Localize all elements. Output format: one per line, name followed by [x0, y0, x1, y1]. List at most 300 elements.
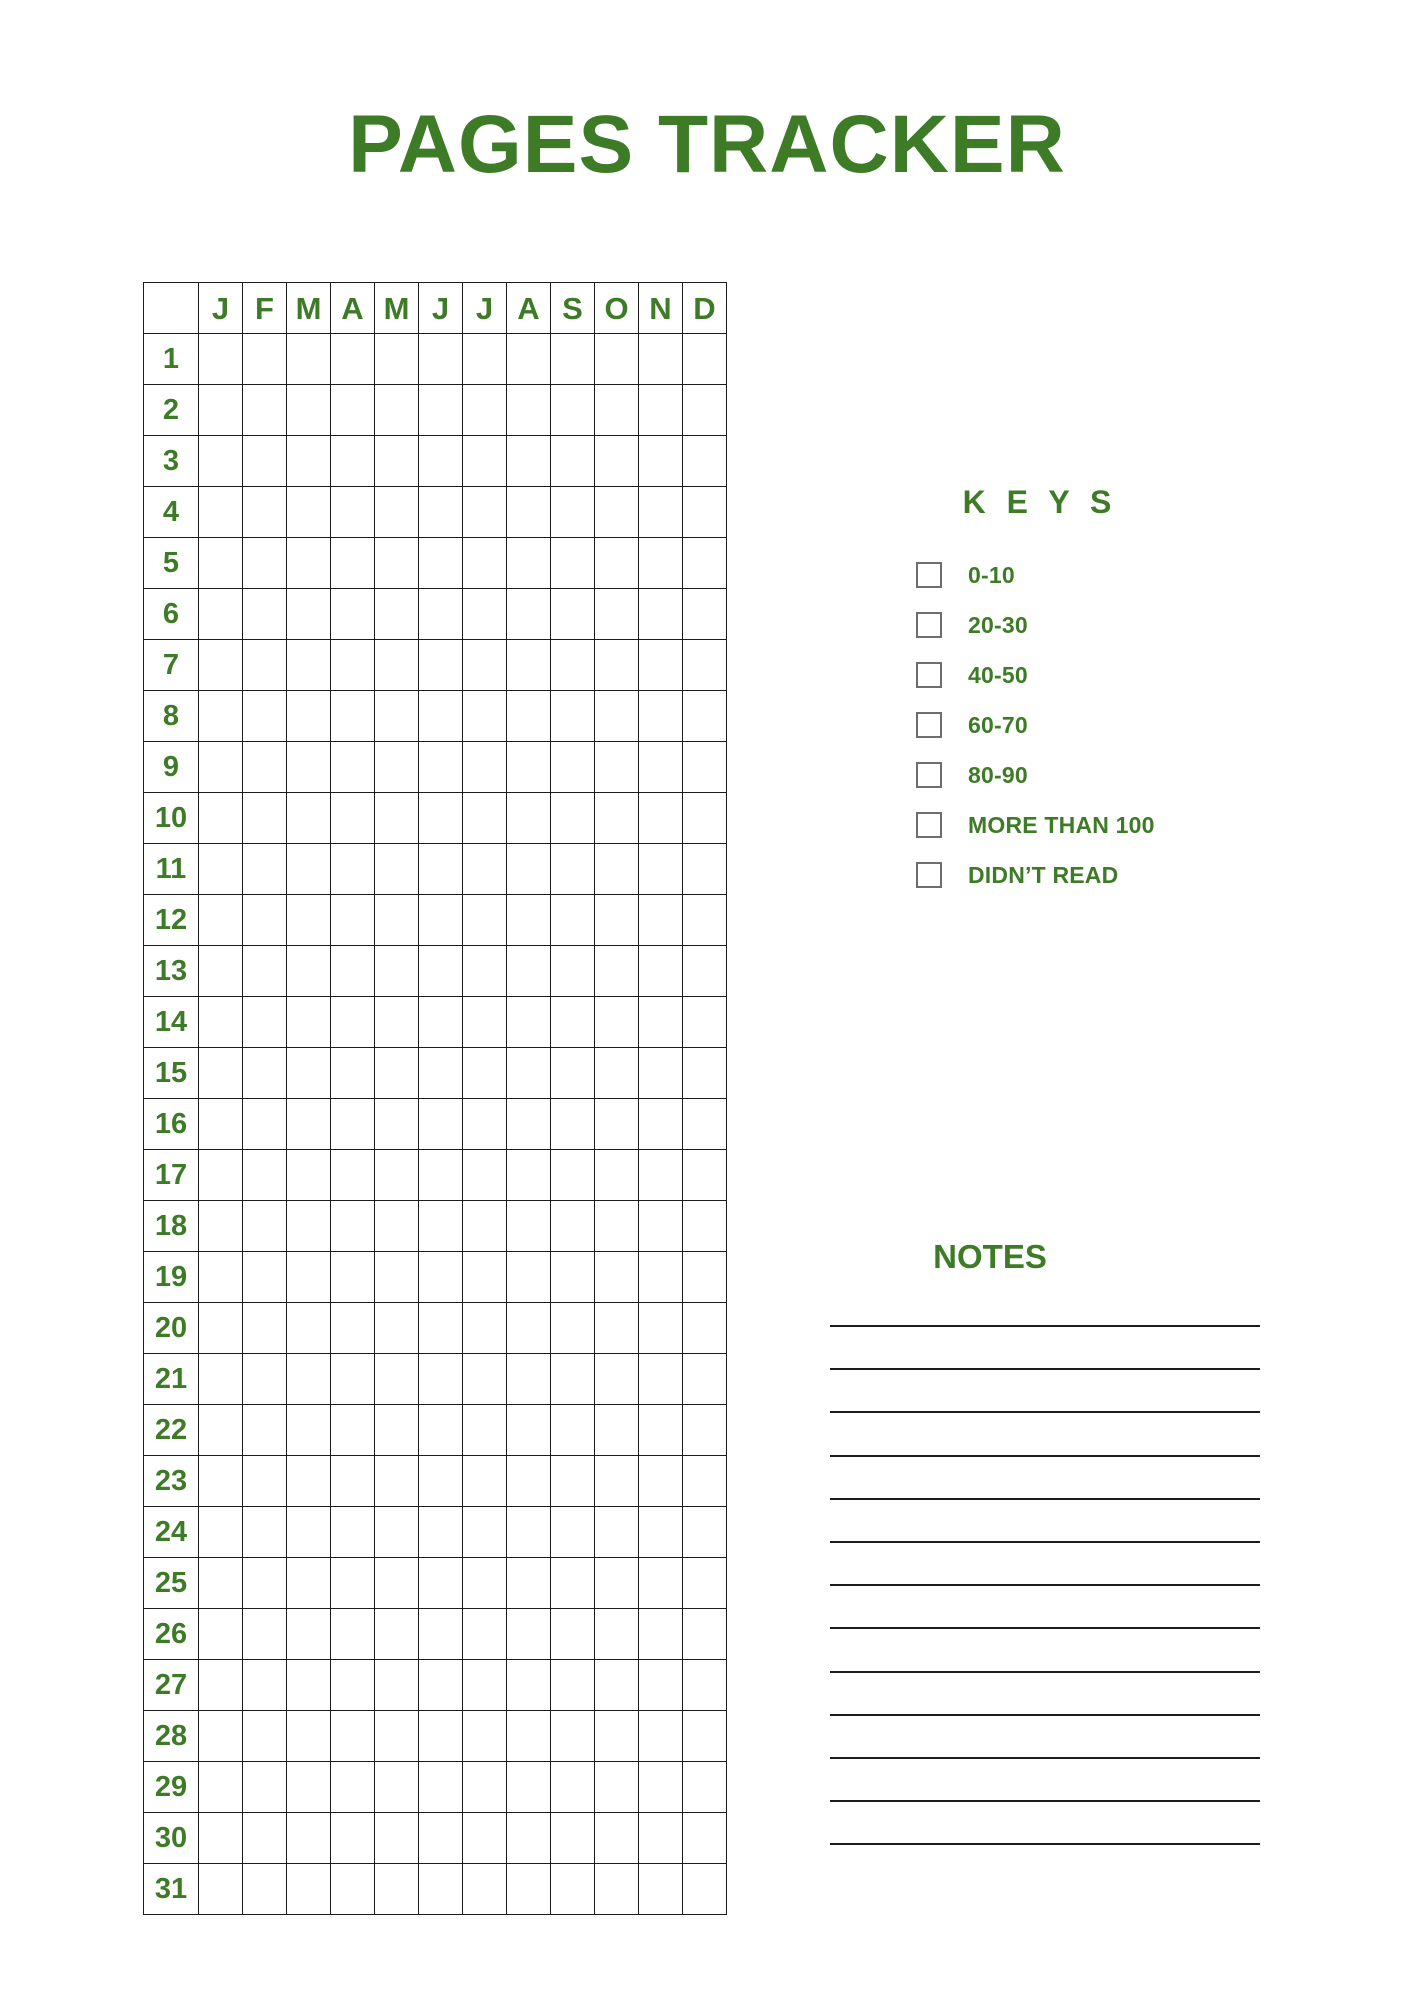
tracker-cell-d31-m5[interactable] [375, 1864, 419, 1915]
tracker-cell-d10-m2[interactable] [243, 793, 287, 844]
tracker-cell-d5-m5[interactable] [375, 538, 419, 589]
tracker-cell-d12-m8[interactable] [507, 895, 551, 946]
tracker-cell-d22-m11[interactable] [639, 1405, 683, 1456]
tracker-cell-d1-m1[interactable] [199, 334, 243, 385]
tracker-cell-d10-m6[interactable] [419, 793, 463, 844]
tracker-cell-d7-m3[interactable] [287, 640, 331, 691]
tracker-cell-d13-m4[interactable] [331, 946, 375, 997]
tracker-cell-d22-m3[interactable] [287, 1405, 331, 1456]
tracker-cell-d4-m9[interactable] [551, 487, 595, 538]
tracker-cell-d5-m10[interactable] [595, 538, 639, 589]
tracker-cell-d24-m6[interactable] [419, 1507, 463, 1558]
tracker-cell-d24-m2[interactable] [243, 1507, 287, 1558]
note-line[interactable] [830, 1325, 1260, 1368]
tracker-cell-d27-m9[interactable] [551, 1660, 595, 1711]
tracker-cell-d14-m5[interactable] [375, 997, 419, 1048]
tracker-cell-d18-m12[interactable] [683, 1201, 727, 1252]
tracker-cell-d29-m12[interactable] [683, 1762, 727, 1813]
tracker-cell-d30-m2[interactable] [243, 1813, 287, 1864]
tracker-cell-d7-m10[interactable] [595, 640, 639, 691]
tracker-cell-d4-m8[interactable] [507, 487, 551, 538]
tracker-cell-d16-m9[interactable] [551, 1099, 595, 1150]
tracker-cell-d21-m3[interactable] [287, 1354, 331, 1405]
tracker-cell-d15-m12[interactable] [683, 1048, 727, 1099]
tracker-cell-d27-m2[interactable] [243, 1660, 287, 1711]
tracker-cell-d11-m1[interactable] [199, 844, 243, 895]
tracker-cell-d25-m2[interactable] [243, 1558, 287, 1609]
tracker-cell-d22-m12[interactable] [683, 1405, 727, 1456]
tracker-cell-d17-m12[interactable] [683, 1150, 727, 1201]
tracker-cell-d7-m11[interactable] [639, 640, 683, 691]
tracker-cell-d4-m11[interactable] [639, 487, 683, 538]
tracker-cell-d2-m10[interactable] [595, 385, 639, 436]
tracker-cell-d12-m5[interactable] [375, 895, 419, 946]
tracker-cell-d2-m7[interactable] [463, 385, 507, 436]
tracker-cell-d20-m7[interactable] [463, 1303, 507, 1354]
note-line[interactable] [830, 1714, 1260, 1757]
tracker-cell-d27-m11[interactable] [639, 1660, 683, 1711]
tracker-cell-d18-m2[interactable] [243, 1201, 287, 1252]
tracker-cell-d13-m6[interactable] [419, 946, 463, 997]
tracker-cell-d23-m8[interactable] [507, 1456, 551, 1507]
tracker-cell-d18-m11[interactable] [639, 1201, 683, 1252]
tracker-cell-d20-m9[interactable] [551, 1303, 595, 1354]
tracker-cell-d28-m7[interactable] [463, 1711, 507, 1762]
tracker-cell-d19-m5[interactable] [375, 1252, 419, 1303]
tracker-cell-d27-m1[interactable] [199, 1660, 243, 1711]
tracker-cell-d6-m7[interactable] [463, 589, 507, 640]
tracker-cell-d21-m5[interactable] [375, 1354, 419, 1405]
tracker-cell-d27-m8[interactable] [507, 1660, 551, 1711]
tracker-cell-d10-m3[interactable] [287, 793, 331, 844]
tracker-cell-d4-m10[interactable] [595, 487, 639, 538]
note-line[interactable] [830, 1757, 1260, 1800]
tracker-cell-d5-m8[interactable] [507, 538, 551, 589]
tracker-cell-d20-m11[interactable] [639, 1303, 683, 1354]
tracker-cell-d16-m3[interactable] [287, 1099, 331, 1150]
tracker-cell-d25-m9[interactable] [551, 1558, 595, 1609]
key-checkbox-icon[interactable] [916, 862, 942, 888]
tracker-cell-d4-m1[interactable] [199, 487, 243, 538]
tracker-cell-d21-m4[interactable] [331, 1354, 375, 1405]
tracker-cell-d29-m7[interactable] [463, 1762, 507, 1813]
tracker-cell-d14-m4[interactable] [331, 997, 375, 1048]
tracker-cell-d22-m2[interactable] [243, 1405, 287, 1456]
tracker-cell-d29-m4[interactable] [331, 1762, 375, 1813]
tracker-cell-d28-m9[interactable] [551, 1711, 595, 1762]
tracker-cell-d4-m4[interactable] [331, 487, 375, 538]
tracker-cell-d13-m9[interactable] [551, 946, 595, 997]
tracker-cell-d28-m4[interactable] [331, 1711, 375, 1762]
tracker-cell-d5-m7[interactable] [463, 538, 507, 589]
tracker-cell-d15-m7[interactable] [463, 1048, 507, 1099]
tracker-cell-d31-m2[interactable] [243, 1864, 287, 1915]
tracker-cell-d6-m10[interactable] [595, 589, 639, 640]
tracker-cell-d18-m5[interactable] [375, 1201, 419, 1252]
tracker-cell-d11-m6[interactable] [419, 844, 463, 895]
tracker-cell-d21-m8[interactable] [507, 1354, 551, 1405]
tracker-cell-d3-m1[interactable] [199, 436, 243, 487]
tracker-cell-d4-m7[interactable] [463, 487, 507, 538]
tracker-cell-d7-m12[interactable] [683, 640, 727, 691]
tracker-cell-d31-m6[interactable] [419, 1864, 463, 1915]
tracker-cell-d12-m10[interactable] [595, 895, 639, 946]
tracker-cell-d22-m6[interactable] [419, 1405, 463, 1456]
tracker-cell-d12-m4[interactable] [331, 895, 375, 946]
tracker-cell-d16-m12[interactable] [683, 1099, 727, 1150]
tracker-cell-d14-m9[interactable] [551, 997, 595, 1048]
key-checkbox-icon[interactable] [916, 712, 942, 738]
tracker-cell-d13-m7[interactable] [463, 946, 507, 997]
tracker-cell-d8-m7[interactable] [463, 691, 507, 742]
note-line[interactable] [830, 1455, 1260, 1498]
tracker-cell-d17-m9[interactable] [551, 1150, 595, 1201]
notes-lines-area[interactable] [830, 1325, 1260, 1886]
tracker-cell-d17-m7[interactable] [463, 1150, 507, 1201]
tracker-cell-d6-m1[interactable] [199, 589, 243, 640]
note-line[interactable] [830, 1411, 1260, 1454]
tracker-cell-d21-m7[interactable] [463, 1354, 507, 1405]
tracker-cell-d19-m3[interactable] [287, 1252, 331, 1303]
tracker-cell-d30-m11[interactable] [639, 1813, 683, 1864]
tracker-cell-d2-m9[interactable] [551, 385, 595, 436]
tracker-cell-d21-m1[interactable] [199, 1354, 243, 1405]
tracker-cell-d25-m10[interactable] [595, 1558, 639, 1609]
tracker-cell-d15-m5[interactable] [375, 1048, 419, 1099]
tracker-cell-d9-m1[interactable] [199, 742, 243, 793]
tracker-cell-d9-m4[interactable] [331, 742, 375, 793]
note-line[interactable] [830, 1541, 1260, 1584]
tracker-cell-d23-m7[interactable] [463, 1456, 507, 1507]
tracker-cell-d8-m12[interactable] [683, 691, 727, 742]
tracker-cell-d23-m12[interactable] [683, 1456, 727, 1507]
tracker-cell-d15-m8[interactable] [507, 1048, 551, 1099]
tracker-cell-d10-m8[interactable] [507, 793, 551, 844]
tracker-cell-d17-m6[interactable] [419, 1150, 463, 1201]
tracker-cell-d11-m9[interactable] [551, 844, 595, 895]
tracker-cell-d14-m10[interactable] [595, 997, 639, 1048]
tracker-cell-d15-m1[interactable] [199, 1048, 243, 1099]
tracker-cell-d22-m5[interactable] [375, 1405, 419, 1456]
tracker-cell-d17-m10[interactable] [595, 1150, 639, 1201]
tracker-cell-d24-m12[interactable] [683, 1507, 727, 1558]
tracker-cell-d23-m2[interactable] [243, 1456, 287, 1507]
tracker-cell-d30-m8[interactable] [507, 1813, 551, 1864]
tracker-cell-d1-m5[interactable] [375, 334, 419, 385]
tracker-cell-d31-m4[interactable] [331, 1864, 375, 1915]
tracker-cell-d26-m8[interactable] [507, 1609, 551, 1660]
tracker-cell-d6-m11[interactable] [639, 589, 683, 640]
tracker-cell-d3-m11[interactable] [639, 436, 683, 487]
tracker-cell-d25-m3[interactable] [287, 1558, 331, 1609]
tracker-cell-d27-m3[interactable] [287, 1660, 331, 1711]
tracker-cell-d22-m7[interactable] [463, 1405, 507, 1456]
tracker-cell-d31-m1[interactable] [199, 1864, 243, 1915]
tracker-cell-d9-m12[interactable] [683, 742, 727, 793]
tracker-cell-d30-m7[interactable] [463, 1813, 507, 1864]
tracker-cell-d19-m7[interactable] [463, 1252, 507, 1303]
tracker-cell-d13-m8[interactable] [507, 946, 551, 997]
tracker-cell-d29-m8[interactable] [507, 1762, 551, 1813]
note-line[interactable] [830, 1627, 1260, 1670]
tracker-cell-d9-m6[interactable] [419, 742, 463, 793]
tracker-cell-d11-m5[interactable] [375, 844, 419, 895]
tracker-cell-d27-m10[interactable] [595, 1660, 639, 1711]
tracker-cell-d10-m4[interactable] [331, 793, 375, 844]
note-line[interactable] [830, 1498, 1260, 1541]
tracker-cell-d3-m7[interactable] [463, 436, 507, 487]
tracker-cell-d11-m8[interactable] [507, 844, 551, 895]
tracker-cell-d6-m8[interactable] [507, 589, 551, 640]
tracker-cell-d24-m7[interactable] [463, 1507, 507, 1558]
tracker-cell-d27-m4[interactable] [331, 1660, 375, 1711]
tracker-cell-d7-m9[interactable] [551, 640, 595, 691]
tracker-cell-d9-m9[interactable] [551, 742, 595, 793]
tracker-cell-d9-m7[interactable] [463, 742, 507, 793]
tracker-cell-d9-m3[interactable] [287, 742, 331, 793]
tracker-cell-d28-m12[interactable] [683, 1711, 727, 1762]
tracker-cell-d25-m7[interactable] [463, 1558, 507, 1609]
tracker-cell-d13-m10[interactable] [595, 946, 639, 997]
tracker-cell-d4-m3[interactable] [287, 487, 331, 538]
tracker-cell-d2-m11[interactable] [639, 385, 683, 436]
tracker-cell-d12-m7[interactable] [463, 895, 507, 946]
tracker-cell-d29-m6[interactable] [419, 1762, 463, 1813]
tracker-cell-d31-m11[interactable] [639, 1864, 683, 1915]
tracker-cell-d26-m11[interactable] [639, 1609, 683, 1660]
tracker-cell-d18-m9[interactable] [551, 1201, 595, 1252]
tracker-cell-d13-m11[interactable] [639, 946, 683, 997]
tracker-cell-d25-m12[interactable] [683, 1558, 727, 1609]
tracker-cell-d20-m5[interactable] [375, 1303, 419, 1354]
tracker-cell-d8-m9[interactable] [551, 691, 595, 742]
tracker-cell-d12-m2[interactable] [243, 895, 287, 946]
tracker-cell-d3-m5[interactable] [375, 436, 419, 487]
tracker-cell-d22-m10[interactable] [595, 1405, 639, 1456]
tracker-cell-d14-m3[interactable] [287, 997, 331, 1048]
tracker-cell-d23-m4[interactable] [331, 1456, 375, 1507]
tracker-cell-d31-m3[interactable] [287, 1864, 331, 1915]
tracker-cell-d21-m6[interactable] [419, 1354, 463, 1405]
tracker-cell-d11-m4[interactable] [331, 844, 375, 895]
tracker-cell-d16-m6[interactable] [419, 1099, 463, 1150]
tracker-cell-d18-m4[interactable] [331, 1201, 375, 1252]
tracker-cell-d21-m2[interactable] [243, 1354, 287, 1405]
tracker-cell-d11-m3[interactable] [287, 844, 331, 895]
tracker-cell-d28-m3[interactable] [287, 1711, 331, 1762]
tracker-cell-d17-m8[interactable] [507, 1150, 551, 1201]
tracker-cell-d7-m8[interactable] [507, 640, 551, 691]
tracker-cell-d29-m10[interactable] [595, 1762, 639, 1813]
tracker-cell-d6-m5[interactable] [375, 589, 419, 640]
tracker-cell-d10-m5[interactable] [375, 793, 419, 844]
tracker-cell-d19-m12[interactable] [683, 1252, 727, 1303]
tracker-cell-d12-m1[interactable] [199, 895, 243, 946]
tracker-cell-d23-m10[interactable] [595, 1456, 639, 1507]
tracker-cell-d15-m11[interactable] [639, 1048, 683, 1099]
tracker-cell-d24-m9[interactable] [551, 1507, 595, 1558]
tracker-cell-d12-m12[interactable] [683, 895, 727, 946]
tracker-cell-d17-m1[interactable] [199, 1150, 243, 1201]
tracker-cell-d22-m9[interactable] [551, 1405, 595, 1456]
tracker-cell-d26-m5[interactable] [375, 1609, 419, 1660]
tracker-cell-d29-m1[interactable] [199, 1762, 243, 1813]
tracker-cell-d3-m6[interactable] [419, 436, 463, 487]
tracker-cell-d18-m3[interactable] [287, 1201, 331, 1252]
tracker-cell-d16-m10[interactable] [595, 1099, 639, 1150]
tracker-cell-d20-m10[interactable] [595, 1303, 639, 1354]
tracker-cell-d21-m12[interactable] [683, 1354, 727, 1405]
tracker-cell-d25-m1[interactable] [199, 1558, 243, 1609]
tracker-cell-d14-m8[interactable] [507, 997, 551, 1048]
tracker-cell-d8-m1[interactable] [199, 691, 243, 742]
tracker-cell-d30-m6[interactable] [419, 1813, 463, 1864]
tracker-cell-d8-m2[interactable] [243, 691, 287, 742]
tracker-cell-d24-m3[interactable] [287, 1507, 331, 1558]
tracker-cell-d13-m3[interactable] [287, 946, 331, 997]
tracker-cell-d6-m6[interactable] [419, 589, 463, 640]
tracker-cell-d27-m5[interactable] [375, 1660, 419, 1711]
tracker-cell-d30-m4[interactable] [331, 1813, 375, 1864]
tracker-cell-d8-m5[interactable] [375, 691, 419, 742]
tracker-cell-d6-m2[interactable] [243, 589, 287, 640]
tracker-cell-d12-m11[interactable] [639, 895, 683, 946]
tracker-cell-d19-m4[interactable] [331, 1252, 375, 1303]
tracker-cell-d17-m11[interactable] [639, 1150, 683, 1201]
tracker-cell-d21-m10[interactable] [595, 1354, 639, 1405]
tracker-cell-d1-m12[interactable] [683, 334, 727, 385]
tracker-cell-d23-m6[interactable] [419, 1456, 463, 1507]
tracker-cell-d26-m12[interactable] [683, 1609, 727, 1660]
tracker-cell-d1-m2[interactable] [243, 334, 287, 385]
tracker-cell-d23-m1[interactable] [199, 1456, 243, 1507]
tracker-cell-d7-m2[interactable] [243, 640, 287, 691]
tracker-cell-d20-m8[interactable] [507, 1303, 551, 1354]
note-line[interactable] [830, 1671, 1260, 1714]
tracker-cell-d14-m1[interactable] [199, 997, 243, 1048]
tracker-cell-d10-m12[interactable] [683, 793, 727, 844]
note-line[interactable] [830, 1800, 1260, 1843]
tracker-cell-d2-m2[interactable] [243, 385, 287, 436]
tracker-cell-d18-m6[interactable] [419, 1201, 463, 1252]
tracker-cell-d19-m10[interactable] [595, 1252, 639, 1303]
tracker-cell-d14-m6[interactable] [419, 997, 463, 1048]
tracker-cell-d7-m6[interactable] [419, 640, 463, 691]
tracker-cell-d19-m2[interactable] [243, 1252, 287, 1303]
key-checkbox-icon[interactable] [916, 812, 942, 838]
tracker-cell-d25-m5[interactable] [375, 1558, 419, 1609]
tracker-cell-d2-m3[interactable] [287, 385, 331, 436]
tracker-cell-d30-m12[interactable] [683, 1813, 727, 1864]
tracker-cell-d26-m4[interactable] [331, 1609, 375, 1660]
tracker-cell-d13-m2[interactable] [243, 946, 287, 997]
tracker-cell-d9-m5[interactable] [375, 742, 419, 793]
tracker-cell-d29-m2[interactable] [243, 1762, 287, 1813]
tracker-cell-d7-m4[interactable] [331, 640, 375, 691]
tracker-cell-d26-m6[interactable] [419, 1609, 463, 1660]
tracker-cell-d4-m2[interactable] [243, 487, 287, 538]
tracker-cell-d4-m5[interactable] [375, 487, 419, 538]
tracker-cell-d8-m8[interactable] [507, 691, 551, 742]
tracker-cell-d24-m5[interactable] [375, 1507, 419, 1558]
tracker-cell-d5-m3[interactable] [287, 538, 331, 589]
tracker-cell-d31-m10[interactable] [595, 1864, 639, 1915]
tracker-cell-d16-m7[interactable] [463, 1099, 507, 1150]
tracker-cell-d1-m10[interactable] [595, 334, 639, 385]
tracker-cell-d14-m12[interactable] [683, 997, 727, 1048]
tracker-cell-d5-m2[interactable] [243, 538, 287, 589]
tracker-cell-d18-m8[interactable] [507, 1201, 551, 1252]
tracker-cell-d31-m9[interactable] [551, 1864, 595, 1915]
tracker-cell-d2-m6[interactable] [419, 385, 463, 436]
tracker-cell-d12-m9[interactable] [551, 895, 595, 946]
tracker-cell-d1-m6[interactable] [419, 334, 463, 385]
tracker-cell-d25-m4[interactable] [331, 1558, 375, 1609]
tracker-cell-d4-m12[interactable] [683, 487, 727, 538]
note-line[interactable] [830, 1584, 1260, 1627]
tracker-cell-d31-m7[interactable] [463, 1864, 507, 1915]
tracker-cell-d6-m4[interactable] [331, 589, 375, 640]
tracker-cell-d9-m10[interactable] [595, 742, 639, 793]
tracker-cell-d17-m5[interactable] [375, 1150, 419, 1201]
tracker-cell-d23-m5[interactable] [375, 1456, 419, 1507]
tracker-cell-d19-m1[interactable] [199, 1252, 243, 1303]
tracker-cell-d18-m1[interactable] [199, 1201, 243, 1252]
tracker-cell-d9-m2[interactable] [243, 742, 287, 793]
tracker-cell-d8-m11[interactable] [639, 691, 683, 742]
tracker-cell-d23-m3[interactable] [287, 1456, 331, 1507]
note-line[interactable] [830, 1368, 1260, 1411]
tracker-cell-d1-m8[interactable] [507, 334, 551, 385]
tracker-cell-d25-m6[interactable] [419, 1558, 463, 1609]
tracker-cell-d25-m8[interactable] [507, 1558, 551, 1609]
tracker-cell-d19-m9[interactable] [551, 1252, 595, 1303]
tracker-cell-d29-m11[interactable] [639, 1762, 683, 1813]
tracker-cell-d26-m2[interactable] [243, 1609, 287, 1660]
tracker-cell-d22-m8[interactable] [507, 1405, 551, 1456]
tracker-cell-d16-m5[interactable] [375, 1099, 419, 1150]
tracker-cell-d27-m6[interactable] [419, 1660, 463, 1711]
tracker-cell-d11-m10[interactable] [595, 844, 639, 895]
tracker-cell-d30-m5[interactable] [375, 1813, 419, 1864]
tracker-cell-d28-m5[interactable] [375, 1711, 419, 1762]
tracker-cell-d28-m11[interactable] [639, 1711, 683, 1762]
tracker-cell-d3-m10[interactable] [595, 436, 639, 487]
tracker-cell-d20-m1[interactable] [199, 1303, 243, 1354]
tracker-cell-d29-m9[interactable] [551, 1762, 595, 1813]
tracker-cell-d23-m9[interactable] [551, 1456, 595, 1507]
tracker-cell-d1-m9[interactable] [551, 334, 595, 385]
tracker-cell-d19-m8[interactable] [507, 1252, 551, 1303]
tracker-cell-d21-m9[interactable] [551, 1354, 595, 1405]
tracker-cell-d9-m11[interactable] [639, 742, 683, 793]
tracker-cell-d5-m6[interactable] [419, 538, 463, 589]
tracker-cell-d5-m12[interactable] [683, 538, 727, 589]
tracker-cell-d2-m4[interactable] [331, 385, 375, 436]
tracker-cell-d8-m4[interactable] [331, 691, 375, 742]
tracker-cell-d28-m10[interactable] [595, 1711, 639, 1762]
tracker-cell-d10-m1[interactable] [199, 793, 243, 844]
tracker-cell-d13-m1[interactable] [199, 946, 243, 997]
tracker-cell-d2-m1[interactable] [199, 385, 243, 436]
tracker-cell-d26-m1[interactable] [199, 1609, 243, 1660]
tracker-cell-d11-m12[interactable] [683, 844, 727, 895]
tracker-cell-d31-m12[interactable] [683, 1864, 727, 1915]
tracker-cell-d24-m1[interactable] [199, 1507, 243, 1558]
tracker-cell-d7-m5[interactable] [375, 640, 419, 691]
tracker-cell-d5-m9[interactable] [551, 538, 595, 589]
tracker-cell-d3-m3[interactable] [287, 436, 331, 487]
